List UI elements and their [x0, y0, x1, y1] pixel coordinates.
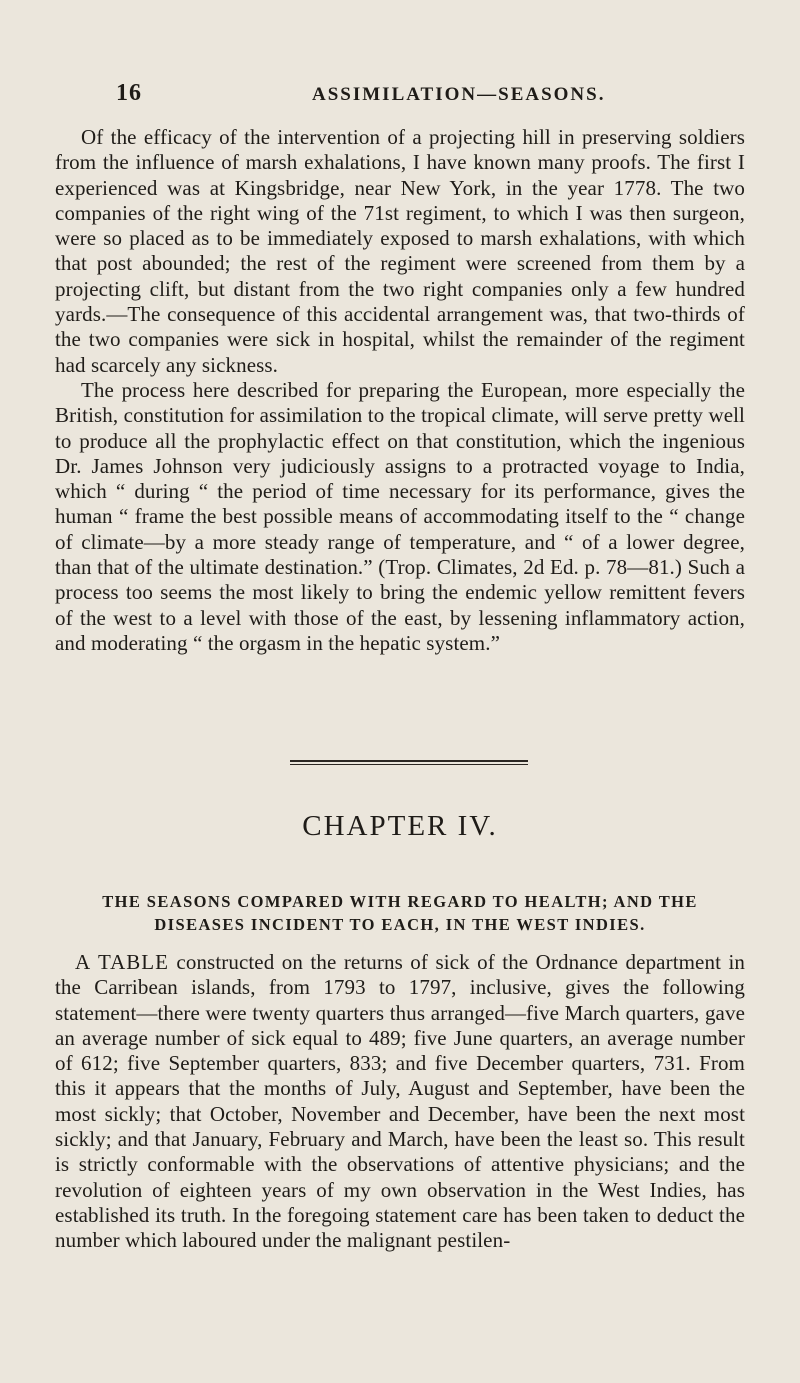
paragraph-marsh-exhalations: Of the efficacy of the intervention of a projecting hill in preserving soldiers from the influence of marsh exhalations, I have known many proofs. The first I experienced was at Kingsbridge, near New York, in the year 1778. The two companies of the right wing of the 71st regiment, to which I was then surgeon, were so placed as to be immediately exposed to marsh exhalations, with which that post abounded; the rest of the regiment were screened from them by a projecting clift, but distant from the two right companies only a few hundred yards.—The consequence of this accidental arrangement was, that two-thirds of the two companies were sick in hospital, whilst the remainder of the regiment had scarcely any sickness. [55, 125, 745, 377]
paragraph-ordnance-table [55, 950, 745, 1254]
paragraph-lead-words: A TABLE [75, 950, 169, 974]
section-divider-rule [290, 760, 528, 762]
section-two-text [55, 950, 745, 1254]
running-head [116, 80, 740, 110]
section-divider-rule-thin [290, 764, 528, 765]
running-title: ASSIMILATION—SEASONS. [312, 84, 606, 105]
paragraph-assimilation-process: The process here described for preparing the European, more especially the British, constitution for assimilation to the tropical climate, will serve pretty well to produce all the prophylactic effect on that constitution, which the ingenious Dr. James Johnson very judiciously assigns to a protracted voyage to India, which “ during “ the period of time necessary for its performance, gives the human “ frame the best possible means of accommodating itself to the “ change of climate—by a more steady range of temperature, and “ of a lower degree, than that of the ultimate destination.” (Trop. Climates, 2d Ed. p. 78—81.) Such a process too seems the most likely to bring the endemic yellow remittent fevers of the west to a level with those of the east, by lessening inflammatory action, and moderating “ the orgasm in the hepatic system.” [55, 377, 745, 655]
chapter-subtitle: THE SEASONS COMPARED WITH REGARD TO HEALTH; AND THE DISEASES INCIDENT TO EACH, IN THE WEST INDIES. [102, 892, 698, 934]
paragraph-body: constructed on the returns of sick of the Ordnance department in the Carribean islands, from 1793 to 1797, inclusive, gives the following statement—there were twenty quarters thus arranged—five March quarters, gave an average number of sick equal to 489; five June quarters, an average number of 612; five September quarters, 833; and five December quarters, 731. From this it appears that the months of July, August and September, have been the most sickly; that October, November and December, have been the next most sickly; and that January, February and March, have been the least so. This result is strictly conformable with the observations of attentive physicians; and the revolution of eighteen years of my own observation in the West Indies, has established its truth. In the foregoing statement care has been taken to deduct the number which laboured under the malignant pestilen- [55, 950, 745, 1253]
section-one-text [55, 125, 745, 656]
chapter-heading: CHAPTER IV. [302, 810, 498, 842]
page-number: 16 [116, 80, 142, 106]
